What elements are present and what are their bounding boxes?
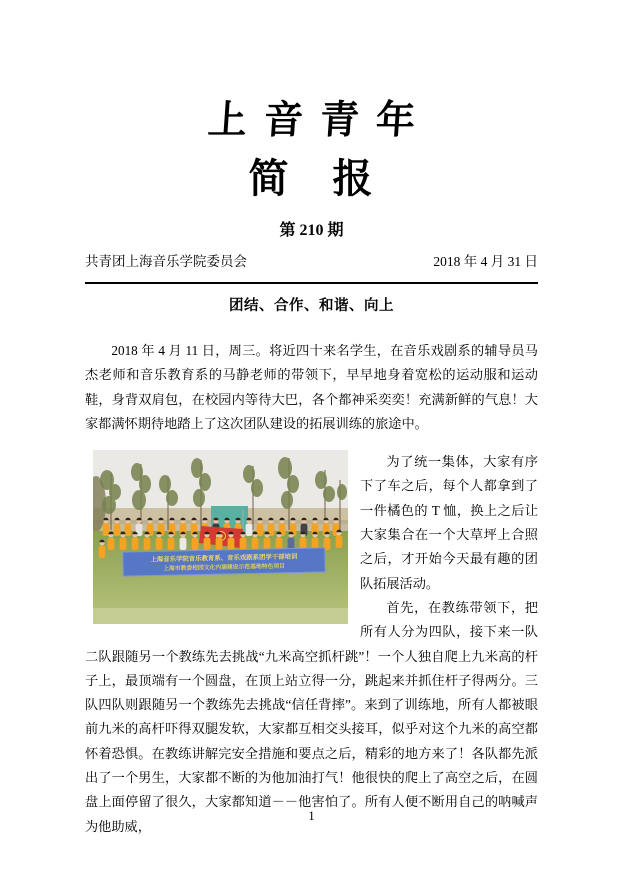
paragraph-1: 2018 年 4 月 11 日，周三。将近四十来名学生，在音乐戏剧系的辅导员马杰老师和音乐教育系的马静老师的带领下，早早地身着宽松的运动服和运动鞋，身背双肩包，在校园内等待大巴，各个都神采奕奕！充满新鲜的气息！大家都满怀期待地踏上了这次团队建设的拓展训练的旅途中。 <box>85 342 538 431</box>
organization-name: 共青团上海音乐学院委员会 <box>85 253 247 269</box>
page-content <box>85 0 538 839</box>
meta-row <box>85 253 538 270</box>
article-title: 团结、合作、和谐、向上 <box>229 297 394 314</box>
photo-banner <box>123 548 325 576</box>
banner-text-line1: 上海音乐学院音乐教育系、音乐戏剧系团学干部培训 <box>150 553 298 564</box>
divider-rule <box>85 282 538 284</box>
group-photo <box>93 450 348 624</box>
paragraph-3: 首先，在教练带领下，把所有人分为四队，接下来一队二队跟随另一个教练先去挑战“九米高空抓杆跳”！一个人独自爬上九米高的杆子上，最顶端有一个圆盘，在顶上站立得一分，跳起来并抓住杆子得两分。三队四队则跟随另一个教练先去挑战“信任背摔”。来到了训练地，所有人都被眼前九米的高杆吓得双腿发软，大家都互相交头接耳，似乎对这个九米的高空都怀着恐惧。在教练讲解完安全措施和要点之后，精彩的地方来了！各队都先派出了一个男生，大家都不断的为他加油打气！他很快的爬上了高空之后，在圆盘上面停留了很久，大家都知道－－他害怕了。所有人便不断用自己的呐喊声为他助威， <box>85 599 538 834</box>
issue-date: 2018 年 4 月 31 日 <box>433 253 538 269</box>
issue-number: 第 210 期 <box>279 221 344 239</box>
article-body <box>85 339 538 839</box>
paragraph-2: 为了统一集体，大家有序下了车之后，每个人都拿到了一件橘色的 T 恤，换上之后让大家集合在一个大草坪上合照之后，才开始今天最有趣的团队拓展活动。 <box>360 454 538 591</box>
page-number: 1 <box>308 809 315 823</box>
banner-text-line2: 上海市教委校园文化内涵建设示范基地特色项目 <box>163 563 286 573</box>
masthead-calligraphy-title: 上音青年 <box>206 97 434 143</box>
masthead-title: 简 报 <box>248 156 375 201</box>
